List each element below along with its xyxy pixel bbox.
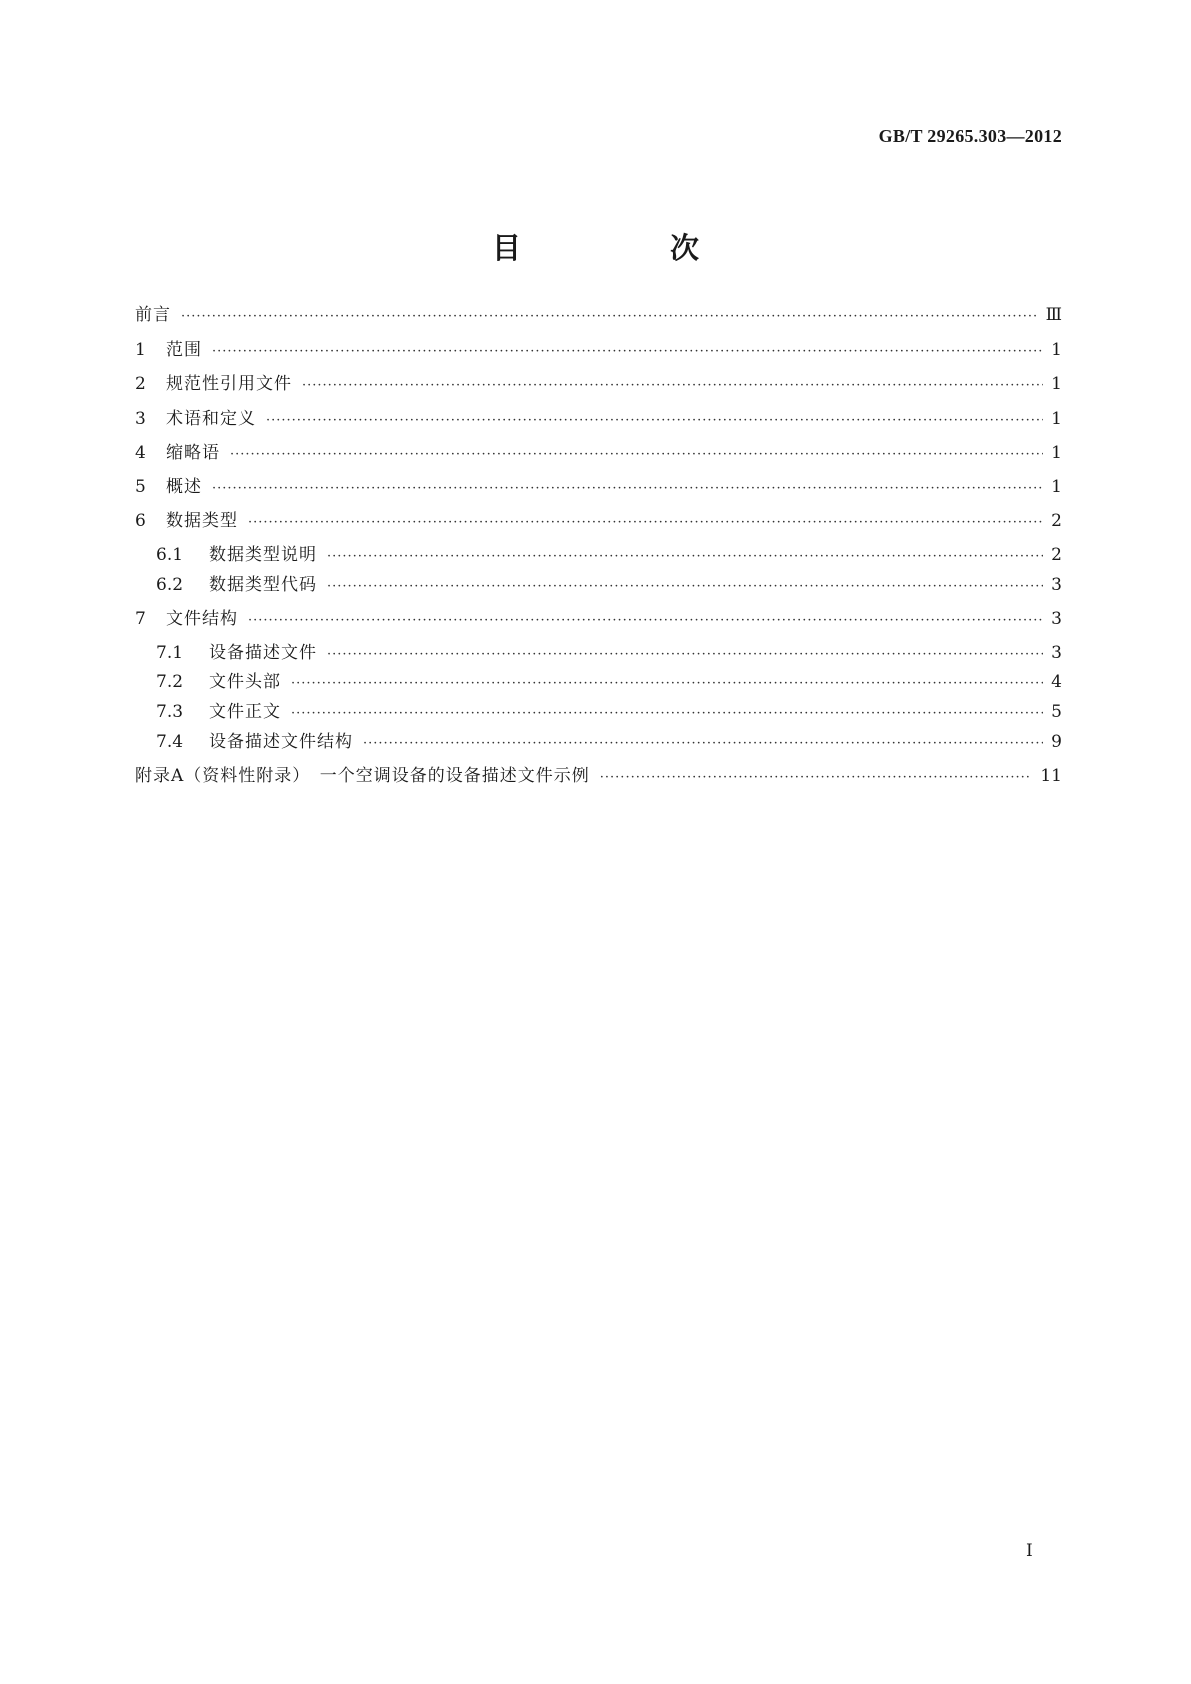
toc-entry-3[interactable] xyxy=(135,406,1062,432)
toc-entry-number: 2 xyxy=(135,374,146,394)
toc-dot-leader xyxy=(363,731,1043,757)
toc-entry-number: 6 xyxy=(135,511,146,531)
toc-entry-page: 3 xyxy=(1051,575,1062,595)
toc-entry-annex-a[interactable] xyxy=(135,763,1062,789)
toc-entry-7-1[interactable] xyxy=(156,640,1062,666)
toc-entry-1[interactable] xyxy=(135,337,1062,363)
toc-entry-6[interactable] xyxy=(135,508,1062,534)
toc-dot-leader xyxy=(302,373,1043,399)
toc-entry-6-1[interactable] xyxy=(156,542,1062,568)
toc-entry-number: 7.4 xyxy=(156,732,184,752)
toc-entry-title: 术语和定义 xyxy=(166,409,256,429)
toc-entry-number: 6.1 xyxy=(156,545,184,565)
toc-dot-leader xyxy=(212,339,1043,365)
toc-entry-page: 3 xyxy=(1051,609,1062,629)
toc-entry-title: 数据类型说明 xyxy=(209,545,317,565)
toc-entry-page: 3 xyxy=(1051,643,1062,663)
toc-entry-7-2[interactable] xyxy=(156,669,1062,695)
toc-entry-title: 范围 xyxy=(166,340,202,360)
toc-entry-7-3[interactable] xyxy=(156,699,1062,725)
toc-dot-leader xyxy=(248,608,1043,634)
toc-entry-title: 文件结构 xyxy=(166,609,238,629)
toc-entry-number: 1 xyxy=(135,340,146,360)
toc-entry-7-4[interactable] xyxy=(156,729,1062,755)
standard-number: GB/T 29265.303—2012 xyxy=(878,126,1062,146)
toc-entry-title: 概述 xyxy=(166,477,202,497)
toc-entry-number: 5 xyxy=(135,477,146,497)
toc-entry-number: 7.3 xyxy=(156,702,184,722)
toc-entry-number: 7.1 xyxy=(156,643,184,663)
toc-entry-number: 4 xyxy=(135,443,146,463)
page-number: I xyxy=(1026,1541,1033,1561)
toc-dot-leader xyxy=(212,476,1043,502)
toc-entry-title: 数据类型 xyxy=(166,511,238,531)
toc-entry-title: 设备描述文件结构 xyxy=(209,732,353,752)
toc-dot-leader xyxy=(266,408,1043,434)
toc-dot-leader xyxy=(291,671,1043,697)
toc-entry-page: 4 xyxy=(1051,672,1062,692)
toc-entry-number: 6.2 xyxy=(156,575,184,595)
toc-dot-leader xyxy=(327,544,1043,570)
toc-entry-page: 2 xyxy=(1051,511,1062,531)
toc-entry-page: 1 xyxy=(1051,340,1062,360)
toc-entry-2[interactable] xyxy=(135,371,1062,397)
toc-entry-number: 7.2 xyxy=(156,672,184,692)
toc-entry-page: Ⅲ xyxy=(1045,305,1062,325)
page-title: 目 次 xyxy=(491,231,759,265)
toc-entry-title: 设备描述文件 xyxy=(209,643,317,663)
toc-entry-7[interactable] xyxy=(135,606,1062,632)
toc-entry-5[interactable] xyxy=(135,474,1062,500)
toc-entry-title: 文件头部 xyxy=(209,672,281,692)
toc-entry-title: 规范性引用文件 xyxy=(166,374,292,394)
toc-entry-number: 3 xyxy=(135,409,146,429)
toc-entry-4[interactable] xyxy=(135,440,1062,466)
toc-dot-leader xyxy=(230,442,1043,468)
toc-entry-page: 5 xyxy=(1051,702,1062,722)
toc-entry-title: 缩略语 xyxy=(166,443,220,463)
toc-dot-leader xyxy=(327,574,1043,600)
toc-entry-6-2[interactable] xyxy=(156,572,1062,598)
toc-entry-page: 2 xyxy=(1051,545,1062,565)
toc-entry-page: 1 xyxy=(1051,477,1062,497)
toc-entry-title: 附录A（资料性附录） 一个空调设备的设备描述文件示例 xyxy=(135,766,590,786)
toc-entry-page: 9 xyxy=(1051,732,1062,752)
toc-entry-page: 11 xyxy=(1040,766,1062,786)
toc-dot-leader xyxy=(181,304,1038,330)
toc-entry-foreword[interactable] xyxy=(135,302,1062,328)
toc-entry-title: 数据类型代码 xyxy=(209,575,317,595)
toc-entry-page: 1 xyxy=(1051,443,1062,463)
toc-dot-leader xyxy=(291,701,1043,727)
toc-entry-page: 1 xyxy=(1051,374,1062,394)
toc-dot-leader xyxy=(327,642,1043,668)
toc-entry-title: 文件正文 xyxy=(209,702,281,722)
toc-dot-leader xyxy=(600,765,1033,791)
toc-entry-page: 1 xyxy=(1051,409,1062,429)
toc-entry-title: 前言 xyxy=(135,305,171,325)
toc-entry-number: 7 xyxy=(135,609,146,629)
toc-dot-leader xyxy=(248,510,1043,536)
